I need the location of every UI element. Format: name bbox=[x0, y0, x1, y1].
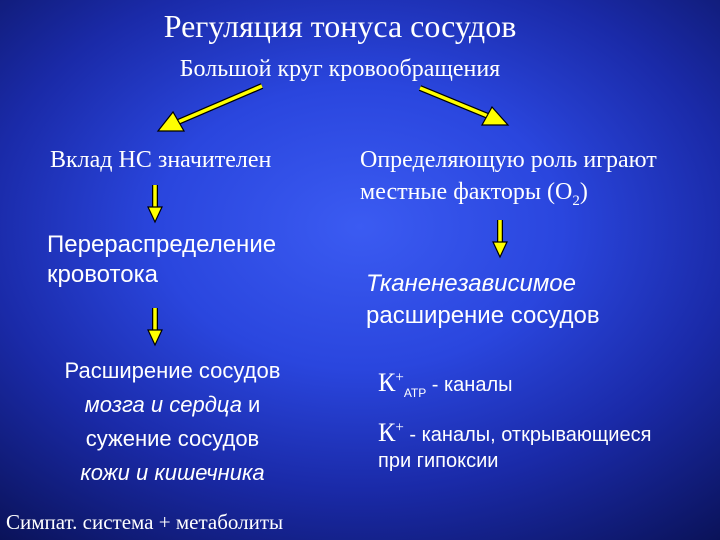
k-plus: + bbox=[395, 419, 404, 436]
arrow-to-left-branch bbox=[158, 86, 262, 131]
katp-atp: АТР bbox=[403, 386, 427, 401]
left-step3-line1: Расширение сосудов bbox=[64, 358, 281, 383]
arrow-left-down-1 bbox=[148, 185, 162, 222]
katp-label: - каналы bbox=[426, 374, 513, 396]
oxygen-subscript: 2 bbox=[572, 192, 580, 209]
left-step2-line2: кровотока bbox=[47, 261, 158, 288]
left-step2 bbox=[47, 230, 276, 290]
right-step2-italic: Тканенезависимое bbox=[366, 270, 576, 297]
slide-title: Регуляция тонуса сосудов bbox=[163, 8, 517, 44]
left-step3-conjunction: и bbox=[241, 392, 261, 417]
left-step3-line3: сужение сосудов bbox=[85, 426, 260, 451]
left-step1: Вклад НС значителен bbox=[50, 147, 272, 173]
katp-channels bbox=[378, 368, 513, 400]
left-step3-organs-italic: мозга и сердца bbox=[84, 392, 242, 417]
right-step2 bbox=[366, 268, 600, 332]
left-step2-line1: Перераспределение bbox=[47, 231, 277, 258]
k-hypoxia-channels bbox=[378, 418, 651, 473]
k-hypoxia-line2: при гипоксии bbox=[378, 450, 499, 472]
k-hypoxia-line1 bbox=[378, 418, 651, 448]
left-step3 bbox=[45, 354, 300, 490]
arrow-left-down-2 bbox=[148, 308, 162, 345]
slide-subtitle: Большой круг кровообращения bbox=[179, 56, 501, 82]
left-step3-organs2-italic: кожи и кишечника bbox=[80, 460, 265, 485]
right-step2-line1 bbox=[366, 268, 600, 300]
right-step1 bbox=[360, 144, 657, 217]
katp-potassium: К bbox=[378, 368, 396, 397]
left-step3-line2 bbox=[45, 388, 300, 422]
right-step1-line1: Определяющую роль играют bbox=[360, 147, 657, 173]
right-step1-factors: местные факторы (О bbox=[360, 179, 573, 205]
arrow-to-right-branch bbox=[420, 88, 508, 125]
left-step3-line4 bbox=[45, 456, 300, 490]
right-step1-close-paren: ) bbox=[579, 179, 588, 205]
right-step1-line2 bbox=[360, 176, 657, 217]
arrow-right-down-1 bbox=[493, 220, 507, 257]
left-footer: Симпат. система + метаболиты bbox=[6, 510, 284, 534]
k-label: - каналы, открывающиеся bbox=[403, 424, 652, 446]
k-potassium: К bbox=[378, 418, 396, 447]
katp-plus: + bbox=[395, 369, 404, 386]
right-step2-line2: расширение сосудов bbox=[366, 302, 600, 329]
